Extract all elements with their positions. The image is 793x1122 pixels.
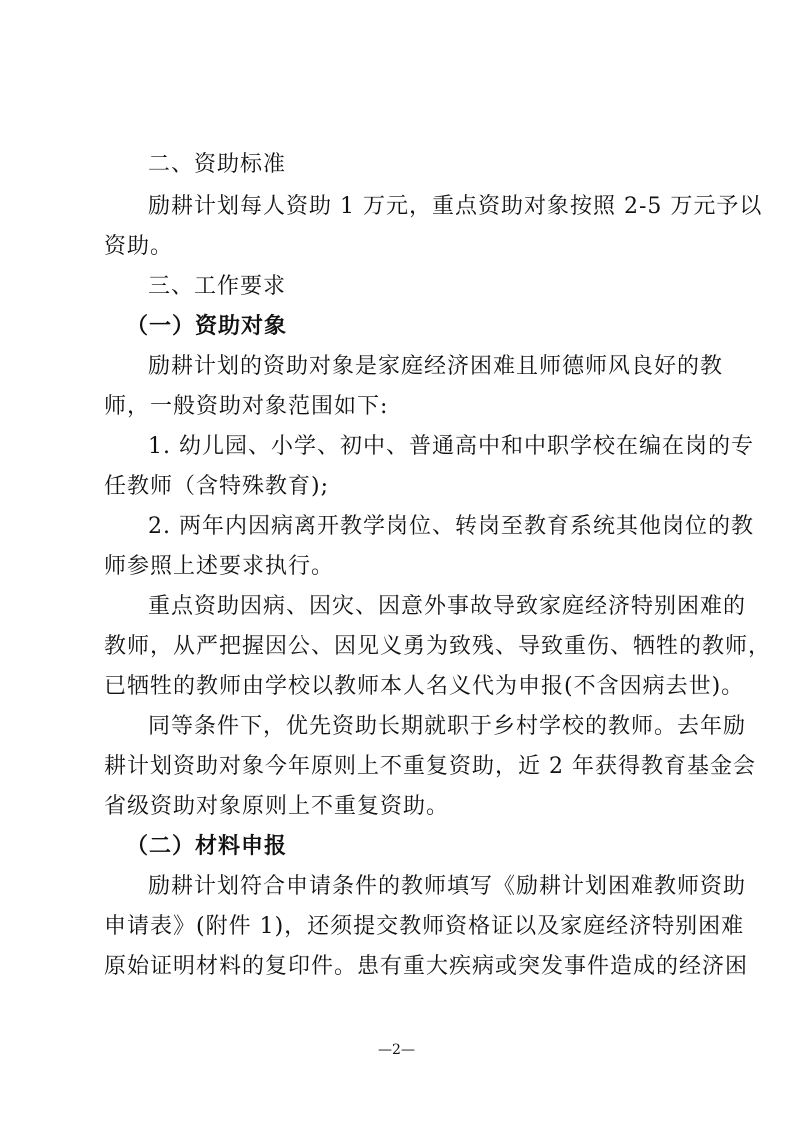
paragraph-line: 原始证明材料的复印件。患有重大疾病或突发事件造成的经济困 [104, 954, 749, 979]
page-number: —2— [378, 1042, 415, 1058]
paragraph-line: 重点资助因病、因灾、因意外事故导致家庭经济特别困难的 [148, 594, 747, 619]
subsection-heading-funding-targets: （一）资助对象 [126, 314, 288, 339]
list-item-2: 2. 两年内因病离开教学岗位、转岗至教育系统其他岗位的教 [148, 514, 754, 539]
paragraph-line: 师，一般资助对象范围如下: [104, 394, 389, 419]
paragraph-line: 励耕计划的资助对象是家庭经济困难且师德师风良好的教 [148, 354, 724, 379]
paragraph-line: 励耕计划符合申请条件的教师填写《励耕计划困难教师资助 [148, 874, 747, 899]
section-heading-work-requirements: 三、工作要求 [148, 274, 287, 299]
paragraph-line: 已牺牲的教师由学校以教师本人名义代为申报(不含因病去世)。 [104, 674, 745, 699]
paragraph-line: 励耕计划每人资助 1 万元，重点资助对象按照 2-5 万元予以 [148, 194, 763, 219]
list-item-1: 1. 幼儿园、小学、初中、普通高中和中职学校在编在岗的专 [148, 434, 754, 459]
paragraph-line: 任教师（含特殊教育); [104, 474, 329, 499]
paragraph-line: 教师，从严把握因公、因见义勇为致残、导致重伤、牺牲的教师， [104, 634, 772, 659]
subsection-heading-material-submission: （二）材料申报 [126, 834, 288, 859]
paragraph-line: 同等条件下，优先资助长期就职于乡村学校的教师。去年励 [148, 714, 747, 739]
paragraph-line: 师参照上述要求执行。 [104, 554, 335, 579]
paragraph-line: 资助。 [104, 234, 174, 259]
paragraph-line: 省级资助对象原则上不重复资助。 [104, 794, 450, 819]
section-heading-funding-standard: 二、资助标准 [148, 152, 287, 177]
paragraph-line: 耕计划资助对象今年原则上不重复资助，近 2 年获得教育基金会 [104, 754, 756, 779]
paragraph-line: 申请表》(附件 1)，还须提交教师资格证以及家庭经济特别困难 [104, 914, 745, 939]
